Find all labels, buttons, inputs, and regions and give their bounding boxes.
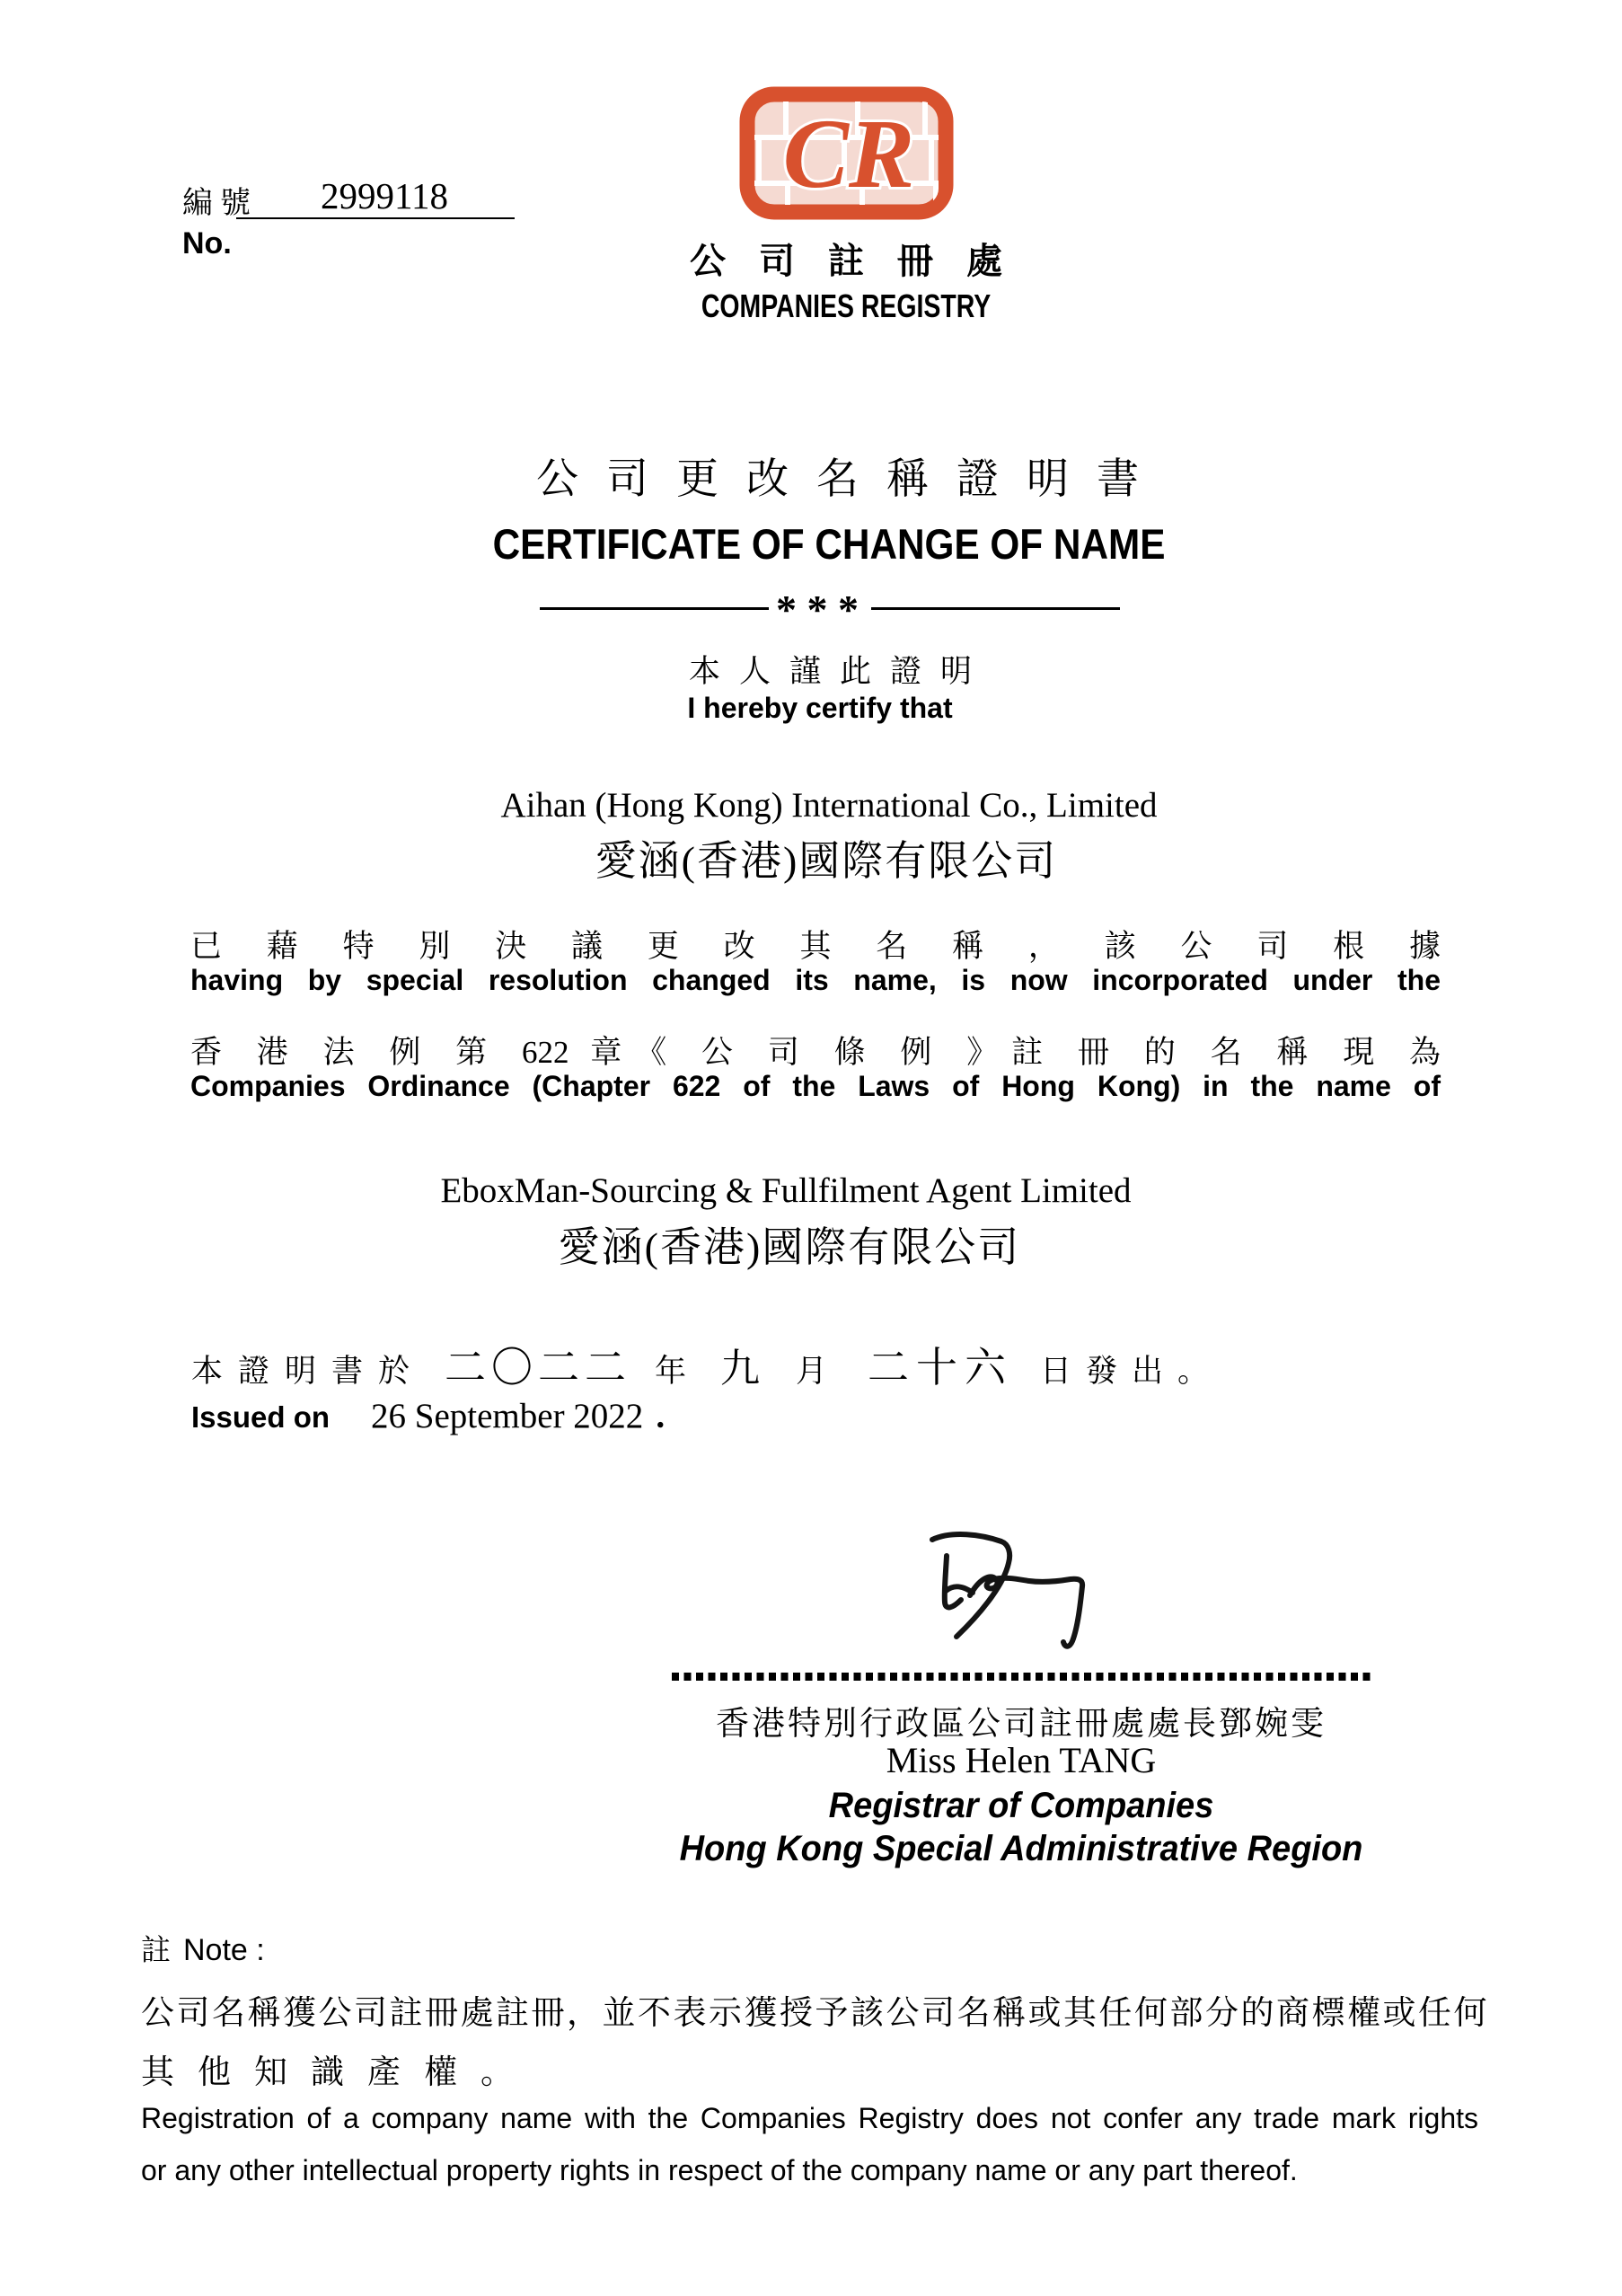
issue-prefix-zh: 本證明書於 xyxy=(191,1354,426,1389)
clause2-en: Companies Ordinance (Chapter 622 of the Laws of Hong Kong) in the name of xyxy=(190,1070,1441,1102)
note-label-en: Note : xyxy=(183,1933,265,1967)
issue-month-unit-zh: 月 xyxy=(796,1354,828,1389)
new-company-name-en: EboxMan-Sourcing & Fullfilment Agent Limited xyxy=(440,1171,1132,1210)
registrar-name: Miss Helen TANG xyxy=(886,1740,1157,1780)
issue-day-zh: 二十六 xyxy=(868,1345,1014,1391)
certificate-title-en-wrap xyxy=(18,519,1622,569)
issued-on-line xyxy=(191,1396,665,1436)
cert-number-underline xyxy=(236,217,515,219)
note-text-zh-line2: 其他知識產權。 xyxy=(141,2054,537,2091)
issue-date-line-zh xyxy=(191,1335,1223,1394)
companies-registry-logo-block xyxy=(630,86,1062,325)
note-label-line xyxy=(141,1927,265,1969)
logo-name-zh: 公司註冊處 xyxy=(690,241,1036,281)
certificate-title-en: CERTIFICATE OF CHANGE OF NAME xyxy=(492,520,1166,568)
issued-on-date: 26 September 2022 xyxy=(371,1397,644,1435)
certify-line-en: I hereby certify that xyxy=(687,692,953,724)
cert-number-value: 2999118 xyxy=(321,175,448,216)
new-company-name-zh: 愛涵(香港)國際有限公司 xyxy=(558,1224,1021,1270)
divider-line-right xyxy=(871,607,1120,610)
logo-name-en: COMPANIES REGISTRY xyxy=(701,287,992,324)
issued-on-label: Issued on xyxy=(191,1400,331,1434)
note-label-zh: 註 xyxy=(141,1935,171,1967)
issue-month-zh: 九 xyxy=(720,1347,761,1391)
cr-logo-icon xyxy=(739,86,954,220)
registrar-title-en: Registrar of Companies xyxy=(828,1786,1214,1825)
old-company-name-en: Aihan (Hong Kong) International Co., Limited xyxy=(500,786,1158,825)
registrar-region-en: Hong Kong Special Administrative Region xyxy=(679,1829,1363,1868)
cert-number-label-zh: 編號 xyxy=(182,187,258,220)
old-company-name-zh: 愛涵(香港)國際有限公司 xyxy=(595,838,1058,884)
issue-year-zh: 二〇二二 xyxy=(445,1345,632,1391)
divider-stars: * * * xyxy=(776,587,859,632)
note-text-zh-line1: 公司名稱獲公司註冊處註冊，並不表示獲授予該公司名稱或其任何部分的商標權或任何 xyxy=(141,1995,1489,2032)
issue-suffix-zh: 日發出。 xyxy=(1040,1354,1224,1389)
clause1-en: having by special resolution changed its name, is now incorporated under the xyxy=(190,964,1441,996)
registrar-title-zh: 香港特別行政區公司註冊處處長鄧婉雯 xyxy=(716,1706,1327,1743)
issue-year-unit-zh: 年 xyxy=(655,1354,687,1389)
cert-number-label-en: No. xyxy=(182,226,232,261)
cr-logo-text: CR xyxy=(782,99,914,208)
certificate-title-zh: 公司更改名稱證明書 xyxy=(536,456,1167,503)
certify-line-zh: 本人謹此證明 xyxy=(688,654,991,689)
clause2-zh: 香 港 法 例 第 622 章《 公 司 條 例 》註 冊 的 名 稱 現 為 xyxy=(190,1035,1441,1070)
note-text-en-line2: or any other intellectual property rights in respect of the company name or any part thereof. xyxy=(141,2154,1298,2186)
issued-on-period: . xyxy=(656,1397,666,1435)
signature-dotted-line xyxy=(672,1673,1375,1681)
clause1-zh: 已 藉 特 別 決 議 更 改 其 名 稱 ， 該 公 司 根 據 xyxy=(190,929,1441,964)
divider-line-left xyxy=(540,607,769,610)
note-text-en-line1: Registration of a company name with the Companies Registry does not confer any trade mark rights xyxy=(141,2102,1478,2134)
